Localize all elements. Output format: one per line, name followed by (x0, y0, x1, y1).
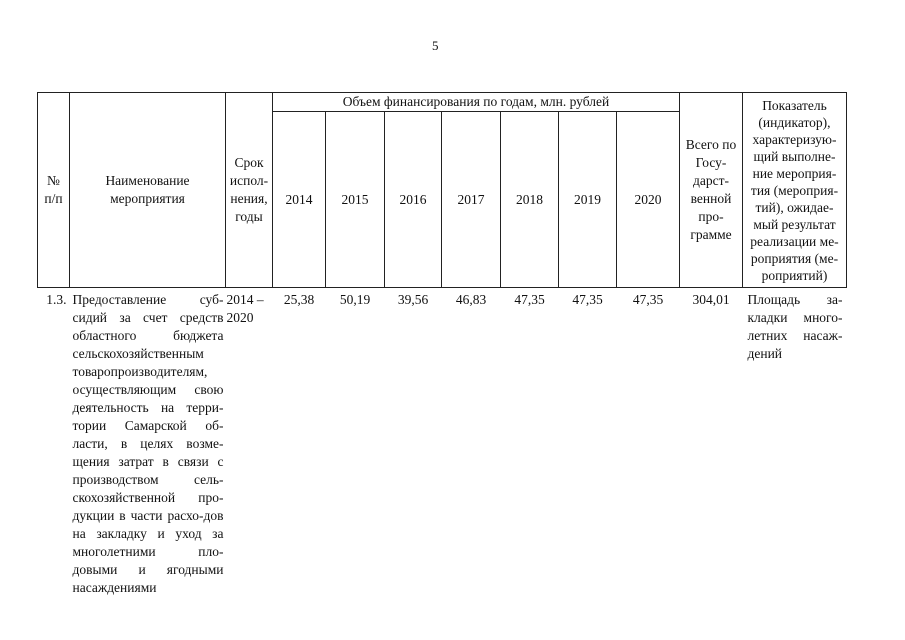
funding-table (37, 92, 847, 597)
row-value: 47,35 (514, 292, 545, 307)
row-value: 50,19 (339, 292, 371, 307)
row-value: 39,56 (397, 292, 429, 307)
row-name: Предоставление суб-сидий за счет средств областного бюджета сельскохозяйственным товаропроизводителям, осуществляющим свою деятельность на терри-тории Самарской об-ласти, в целях возме-щения затрат в связи с производством сель-скохозяйственной про-дукции в части расхо-дов на закладку и уход за многолетними пло-довыми и ягодными насаждениями (72, 292, 224, 595)
row-value: 47,35 (572, 292, 603, 307)
row-value: 46,83 (455, 292, 487, 307)
header-year: 2014 (273, 112, 326, 288)
table-row (38, 288, 847, 598)
header-year: 2017 (442, 112, 501, 288)
row-indicator: Площадь за-кладки много-летних насаж-дений (747, 292, 843, 361)
header-year: 2015 (326, 112, 385, 288)
header-name: Наименование мероприятия (70, 93, 226, 288)
row-num: 1.3. (46, 292, 67, 307)
row-value: 47,35 (632, 292, 664, 307)
header-year: 2018 (501, 112, 559, 288)
page-number: 5 (432, 38, 439, 53)
header-funding-group: Объем финансирования по годам, млн. рублей (273, 93, 680, 112)
row-term: 2014 – 2020 (226, 292, 264, 325)
header-term: Срок испол-нения, годы (226, 93, 273, 288)
header-num: № п/п (38, 93, 70, 288)
header-year: 2019 (559, 112, 617, 288)
row-value: 25,38 (283, 292, 315, 307)
header-year: 2020 (617, 112, 680, 288)
header-year: 2016 (385, 112, 442, 288)
header-indicator: Показатель (индикатор), характеризую-щий выполне-ние мероприя-тия (мероприя-тий), ожидае-мый результат реализации ме-роприятия (ме-роприятий) (743, 93, 847, 288)
row-total: 304,01 (692, 292, 730, 307)
header-total: Всего по Госу-дарст-венной про-грамме (680, 93, 743, 288)
